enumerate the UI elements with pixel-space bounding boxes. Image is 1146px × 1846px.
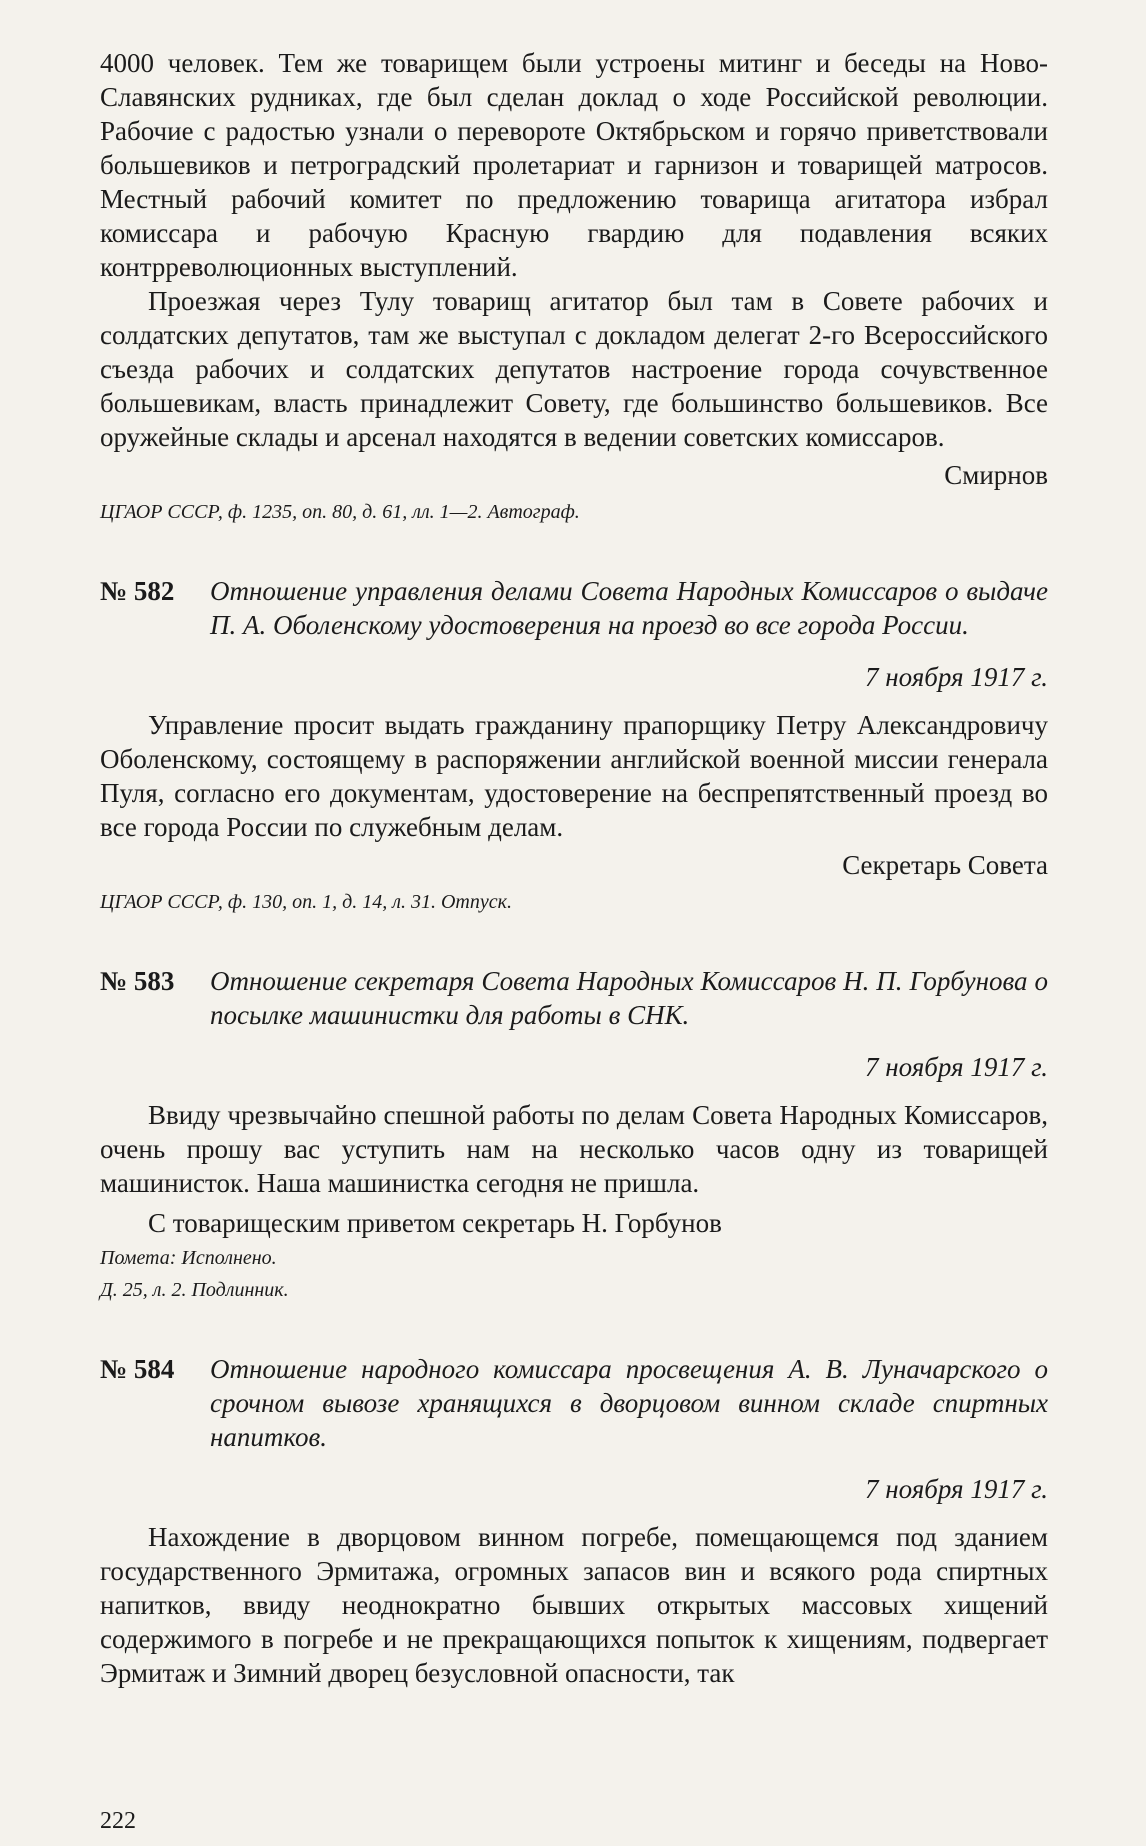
doc583-closing: С товарищеским приветом секретарь Н. Горбунов (148, 1208, 722, 1238)
doc582-body: Управление просит выдать гражданину прапорщику Петру Александровичу Оболенскому, состоящему в распоряжении английской военной миссии генерала Пуля, согласно его документам, удостоверение на беспрепятственный проезд во все города России по служебным делам. (100, 710, 1048, 842)
doc583-body: Ввиду чрезвычайно спешной работы по делам Совета Народных Комиссаров, очень прошу вас уступить нам на несколько часов одну из товарищей машинисток. Наша машинистка сегодня не пришла. (100, 1100, 1048, 1198)
doc583-number: № 583 (100, 966, 175, 996)
doc582-number: № 582 (100, 576, 175, 606)
doc582-signature: Секретарь Совета (842, 850, 1048, 880)
doc582-date: 7 ноября 1917 г. (864, 662, 1048, 692)
document-page (100, 46, 1048, 1690)
doc582-source: ЦГАОР СССР, ф. 130, оп. 1, д. 14, л. 31. Отпуск. (100, 891, 512, 913)
doc581-paragraph-2: Проезжая через Тулу товарищ агитатор был там в Совете рабочих и солдатских депутатов, там же выступал с докладом делегат 2-го Всероссийского съезда рабочих и солдатских депутатов настроение города сочувственное большевикам, власть принадлежит Совету, где большинство большевиков. Все оружейные склады и арсенал находятся в ведении советских комиссаров. (100, 286, 1048, 452)
doc581-signature: Смирнов (944, 460, 1048, 490)
doc583-note: Помета: Исполнено. (100, 1247, 277, 1269)
doc584-number: № 584 (100, 1354, 175, 1384)
doc583-date: 7 ноября 1917 г. (864, 1052, 1048, 1082)
doc583-source: Д. 25, л. 2. Подлинник. (100, 1279, 289, 1301)
page-number: 222 (100, 1808, 136, 1834)
doc583-title: Отношение секретаря Совета Народных Комиссаров Н. П. Горбунова о посылке машинистки для работы в СНК. (210, 966, 1048, 1030)
doc581-paragraph-1: 4000 человек. Тем же товарищем были устроены митинг и беседы на Ново-Славянских рудниках, где был сделан доклад о ходе Российской революции. Рабочие с радостью узнали о перевороте Октябрьском и горячо приветствовали большевиков и петроградский пролетариат и гарнизон и товарищей матросов. Местный рабочий комитет по предложению товарища агитатора избрал комиссара и рабочую Красную гвардию для подавления всяких контрреволюционных выступлений. (100, 48, 1048, 282)
doc582-title: Отношение управления делами Совета Народных Комиссаров о выдаче П. А. Оболенскому удостоверения на проезд во все города России. (210, 576, 1048, 640)
doc581-source: ЦГАОР СССР, ф. 1235, оп. 80, д. 61, лл. 1—2. Автограф. (100, 501, 580, 523)
doc584-body: Нахождение в дворцовом винном погребе, помещающемся под зданием государственного Эрмитажа, огромных запасов вин и всякого рода спиртных напитков, ввиду неоднократно бывших открытых массовых хищений содержимого в погребе и не прекращающихся попыток к хищениям, подвергает Эрмитаж и Зимний дворец безусловной опасности, так (100, 1522, 1048, 1688)
doc584-date: 7 ноября 1917 г. (864, 1474, 1048, 1504)
doc584-title: Отношение народного комиссара просвещения А. В. Луначарского о срочном вывозе хранящихся в дворцовом винном складе спиртных напитков. (210, 1354, 1048, 1452)
